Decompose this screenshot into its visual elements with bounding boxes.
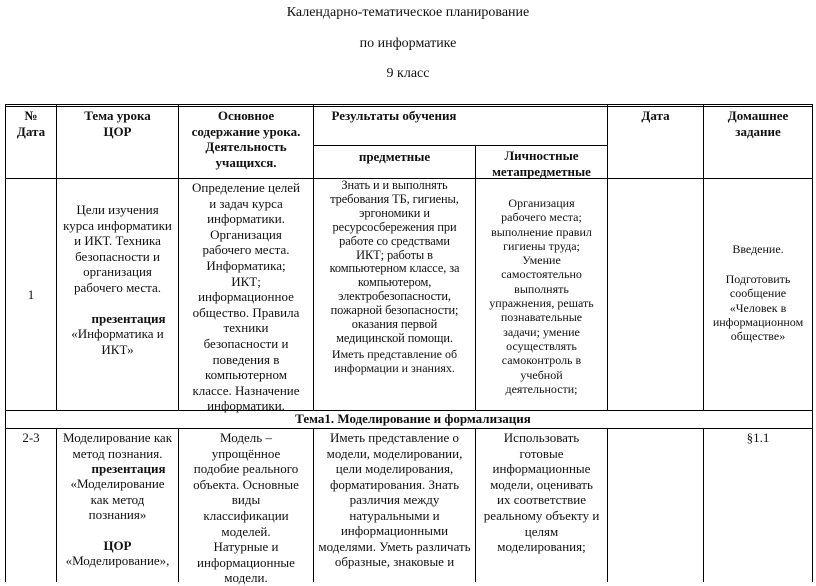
grid-line xyxy=(607,428,608,582)
grid-line xyxy=(703,104,704,410)
grid-line xyxy=(812,104,813,582)
header-results: Результаты обучения xyxy=(331,108,457,123)
header-num-date: № Дата xyxy=(16,108,46,139)
row2-homework: §1.1 xyxy=(746,430,770,445)
grid-line xyxy=(5,428,813,429)
row2-num: 2-3 xyxy=(22,430,40,445)
row2-subject-b: различия между натуральными и информационными моделями. Уметь различать образные, знаковые и xyxy=(318,492,471,570)
row1-subject-b: Иметь представление об информации и знаниях. xyxy=(331,347,458,376)
grid-line xyxy=(313,145,607,146)
row1-subject-a: Знать и и выполнять требования ТБ, гигиены, эргономики и ресурсосбережения при работе со средствами ИКТ; работы в компьютерном классе, за компьютером, электробезопасности, пожарной безопасности; оказания первой медицинской помощи. xyxy=(329,178,460,345)
grid-line xyxy=(607,104,608,410)
row2-content: Модель – упрощённое подобие реального объекта. Основные виды классификации моделей. Натурные и информационные модели. xyxy=(193,430,299,586)
row1-topic-text: Цели изучения курса информатики и ИКТ. Техника безопасности и организация рабочего места. xyxy=(63,202,172,295)
document-subtitle: по информатике xyxy=(359,36,457,51)
header-homework: Домашнее задание xyxy=(727,108,789,139)
header-date: Дата xyxy=(641,108,670,123)
section-title: Тема1. Моделирование и формализация xyxy=(295,411,531,426)
grid-line xyxy=(5,104,813,105)
row2-subject-a: Иметь представление о модели, моделировании, цели моделирования, форматирования. Знать xyxy=(326,430,463,492)
grid-line xyxy=(5,104,6,582)
row2-topic-text: Моделирование как метод познания. xyxy=(62,430,173,461)
row1-topic-label: презентация xyxy=(91,311,166,326)
row1-topic-cor: «Информатика и ИКТ» xyxy=(71,326,164,357)
document-title: Календарно-тематическое планирование xyxy=(286,5,530,20)
row1-personal: Организация рабочего места; выполнение правил гигиены труда; Умение самостоятельно выполнять упражнения, решать познавательные задачи; умение осуществлять самоконтроль в учебной деятельности; xyxy=(489,196,594,396)
header-topic: Тема урока ЦОР xyxy=(84,108,151,139)
grid-line xyxy=(5,106,813,107)
row2-topic-label: презентация xyxy=(91,461,166,476)
row1-num: 1 xyxy=(27,287,35,302)
row1-homework-a: Введение. xyxy=(732,242,784,256)
row1-homework-b: Подготовить сообщение «Человек в информационном обществе» xyxy=(712,272,804,344)
row2-personal: Использовать готовые информационные модели, оценивать их соответствие реальному объекту и целям моделирования; xyxy=(483,430,600,555)
row2-topic-cor2: «Моделирование», xyxy=(65,553,170,568)
header-subject: предметные xyxy=(358,149,431,164)
header-personal: Личностные метапредметные xyxy=(492,148,591,179)
grid-line xyxy=(703,428,704,582)
row2-topic-cor: «Моделирование как метод познания» xyxy=(70,476,165,523)
header-content: Основное содержание урока. Деятельность учащихся. xyxy=(191,108,301,170)
row1-content: Определение целей и задач курса информатики. Организация рабочего места. Информатика; ИКТ; информационное общество. Правила техники безопасности и поведения в компьютерном классе. Назначение информатики. xyxy=(192,180,300,414)
row2-cor-label: ЦОР xyxy=(103,538,132,553)
grade-label: 9 класс xyxy=(386,66,430,81)
